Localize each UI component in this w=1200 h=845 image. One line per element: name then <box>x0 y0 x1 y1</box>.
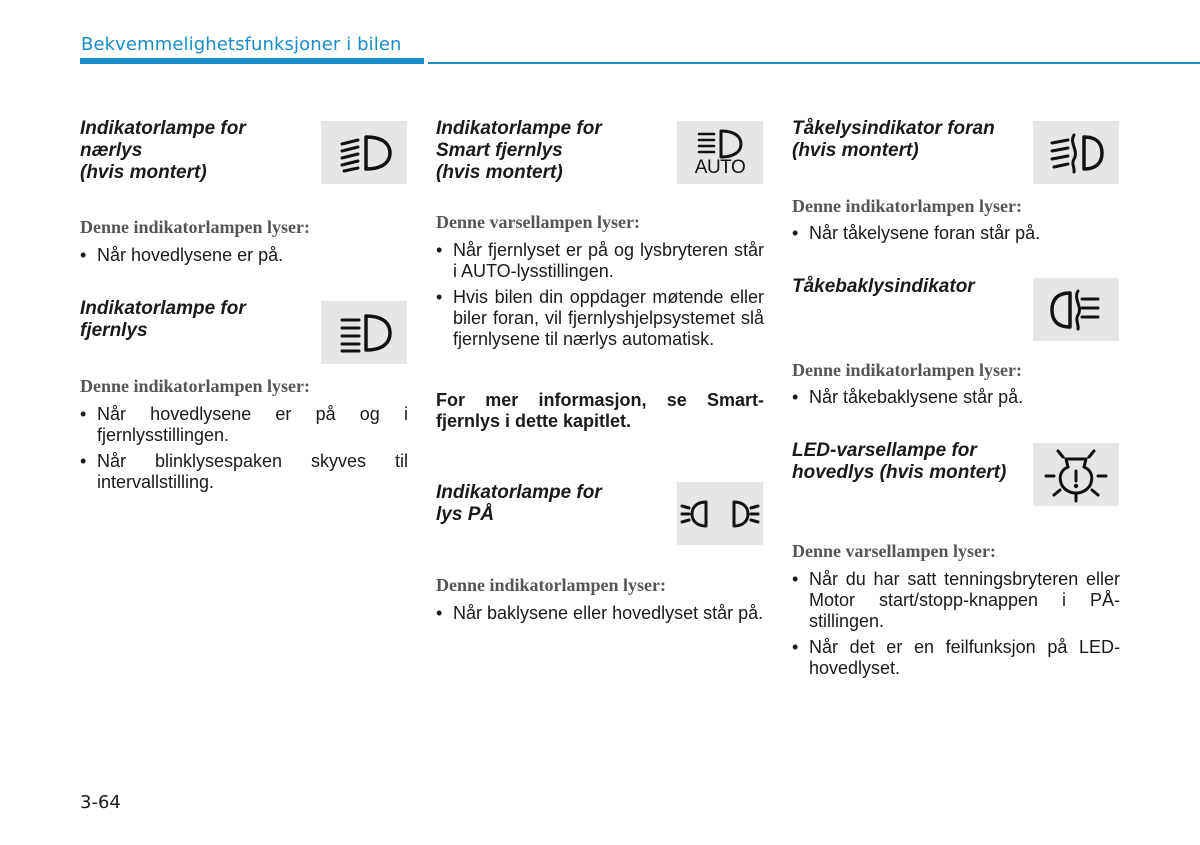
auto-high-beam-icon <box>677 121 763 184</box>
bullets-rear-fog <box>792 387 1120 413</box>
list-item: • Når tåkebaklysene står på. <box>792 387 1120 408</box>
section-title-led-warning: LED-varsellampe for hovedlys (hvis montert) <box>792 440 1007 483</box>
bullets-front-fog <box>792 223 1120 249</box>
list-item: • Når baklysene eller hovedlyset står på. <box>436 603 764 624</box>
subheading-lights-on: Denne indikatorlampen lyser: <box>436 575 667 595</box>
rear-fog-light-icon <box>1033 278 1119 341</box>
list-item: • Når tåkelysene foran står på. <box>792 223 1120 244</box>
subheading-led-warning: Denne varsellampen lyser: <box>792 541 996 561</box>
section-title-lights-on: Indikatorlampe for lys PÅ <box>436 482 602 525</box>
bullets-high-beam <box>80 404 408 498</box>
bullets-led-warning <box>792 569 1120 684</box>
section-title-high-beam: Indikatorlampe for fjernlys <box>80 298 246 341</box>
page-header-title: Bekvemmelighetsfunksjoner i bilen <box>81 34 402 55</box>
list-item: • Når blinklysespaken skyves til intervallstilling. <box>80 451 408 493</box>
smart-high-beam-note: For mer informasjon, se Smart-fjernlys i dette kapitlet. <box>436 390 764 431</box>
high-beam-icon <box>321 301 407 364</box>
auto-label: AUTO <box>694 156 746 178</box>
front-fog-light-icon <box>1033 121 1119 184</box>
list-item: • Når hovedlysene er på. <box>80 245 408 266</box>
list-item: • Når fjernlyset er på og lysbryteren står i AUTO-lysstillingen. <box>436 240 764 282</box>
subheading-rear-fog: Denne indikatorlampen lyser: <box>792 360 1023 380</box>
section-title-smart-high-beam: Indikatorlampe for Smart fjernlys (hvis montert) <box>436 118 602 183</box>
bullets-smart-high-beam <box>436 240 764 355</box>
led-headlamp-warning-icon <box>1033 443 1119 506</box>
section-title-low-beam: Indikatorlampe for nærlys (hvis montert) <box>80 118 246 183</box>
bullets-lights-on <box>436 603 764 629</box>
section-title-rear-fog: Tåkebaklysindikator <box>792 276 975 297</box>
section-title-front-fog: Tåkelysindikator foran (hvis montert) <box>792 118 995 161</box>
list-item: • Hvis bilen din oppdager møtende eller biler foran, vil fjernlyshjelpsystemet slå fjernlysene til nærlys automatisk. <box>436 287 764 350</box>
subheading-low-beam: Denne indikatorlampen lyser: <box>80 217 311 237</box>
header-rule-thick <box>80 58 424 64</box>
low-beam-icon <box>321 121 407 184</box>
page-number: 3-64 <box>80 792 121 813</box>
list-item: • Når hovedlysene er på og i fjernlysstillingen. <box>80 404 408 446</box>
list-item: • Når det er en feilfunksjon på LED-hovedlyset. <box>792 637 1120 679</box>
list-item: • Når du har satt tenningsbryteren eller Motor start/stopp-knappen i PÅ-stillingen. <box>792 569 1120 632</box>
subheading-front-fog: Denne indikatorlampen lyser: <box>792 196 1023 216</box>
subheading-smart-high-beam: Denne varsellampen lyser: <box>436 212 640 232</box>
subheading-high-beam: Denne indikatorlampen lyser: <box>80 376 311 396</box>
lights-on-icon <box>677 482 763 545</box>
bullets-low-beam <box>80 245 408 271</box>
header-rule-thin <box>428 62 1200 64</box>
